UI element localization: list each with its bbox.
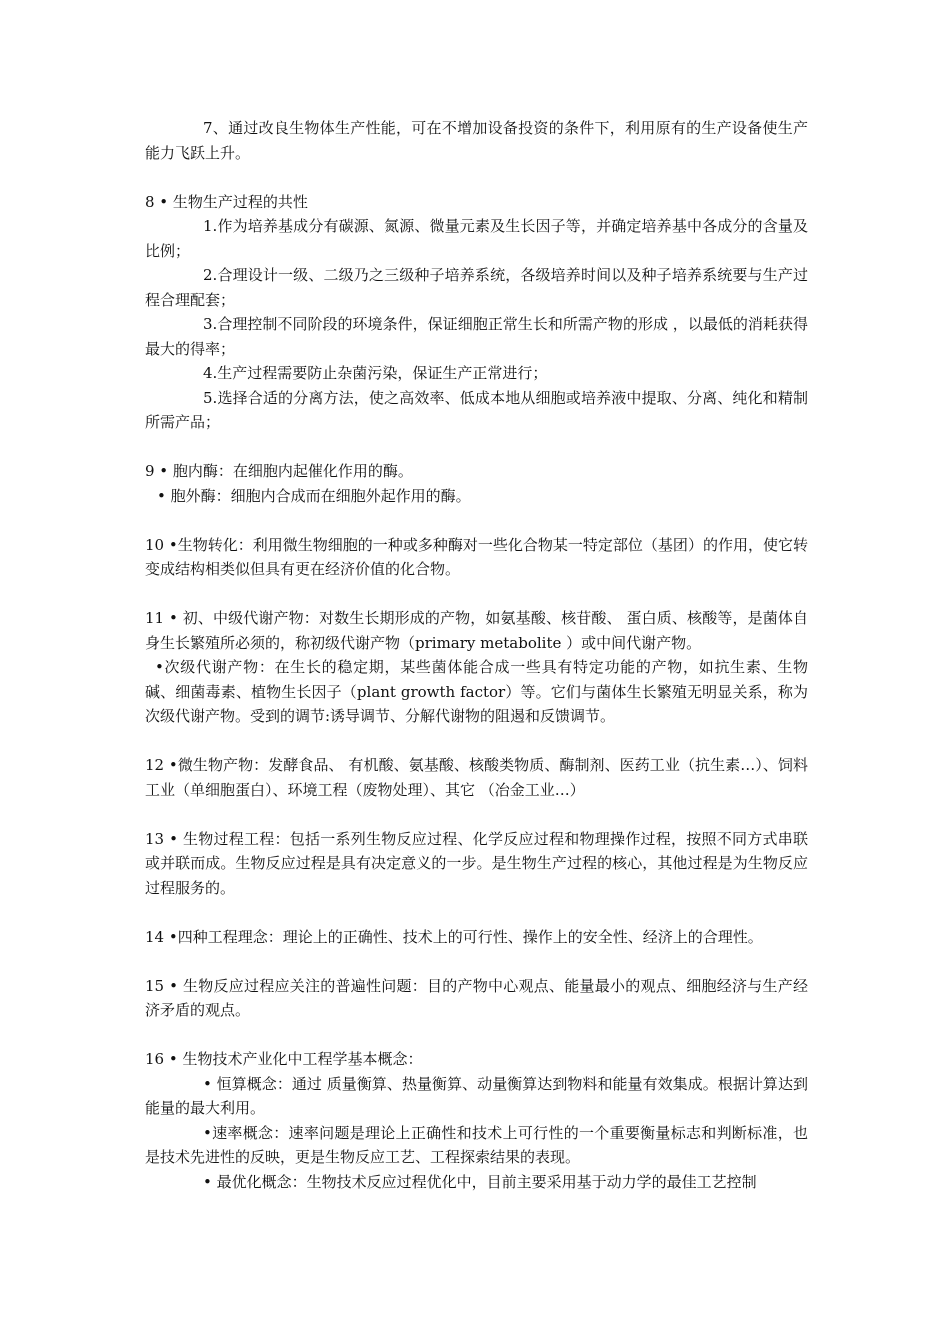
spacer: [145, 729, 808, 754]
section-9-line-2: • 胞外酶：细胞内合成而在细胞外起作用的酶。: [157, 486, 471, 505]
spacer: [145, 435, 808, 460]
section-8-item-4: 4.生产过程需要防止杂菌污染，保证生产正常进行；: [203, 364, 548, 382]
section-16-item-2: •速率概念：速率问题是理论上正确性和技术上可行性的一个重要衡量标志和判断标准，也是技术先进性的反映，更是生物反应工艺、工程探索结果的表现。: [145, 1123, 808, 1166]
section-9-line-1: 9 • 胞内酶：在细胞内起催化作用的酶。: [145, 462, 413, 480]
spacer: [145, 1023, 808, 1048]
section-16-heading: 16 • 生物技术产业化中工程学基本概念：: [145, 1050, 423, 1068]
spacer: [145, 949, 808, 974]
section-15: 15 • 生物反应过程应关注的普遍性问题：目的产物中心观点、能量最小的观点、细胞经济与生产经济矛盾的观点。: [145, 976, 808, 1019]
section-8-item-5: 5.选择合适的分离方法，使之高效率、低成本地从细胞或培养液中提取、分离、纯化和精制所需产品；: [145, 388, 808, 431]
section-11-line-1: 11 • 初、中级代谢产物：对数生长期形成的产物，如氨基酸、核苷酸、 蛋白质、核酸等，是菌体自身生长繁殖所必须的，称初级代谢产物（primary metabolite ）或中间代谢产物。: [145, 609, 808, 652]
paragraph-7: 7、通过改良生物体生产性能，可在不增加设备投资的条件下，利用原有的生产设备使生产能力飞跃上升。: [145, 119, 808, 162]
spacer: [145, 165, 808, 190]
spacer: [145, 802, 808, 827]
spacer: [145, 582, 808, 607]
section-8-item-3: 3.合理控制不同阶段的环境条件，保证细胞正常生长和所需产物的形成 ，以最低的消耗获得最大的得率；: [145, 315, 808, 358]
section-16-item-3: • 最优化概念：生物技术反应过程优化中，目前主要采用基于动力学的最佳工艺控制: [203, 1172, 757, 1191]
section-16-item-1: • 恒算概念：通过 质量衡算、热量衡算、动量衡算达到物料和能量有效集成。根据计算达到能量的最大利用。: [145, 1074, 808, 1117]
spacer: [145, 508, 808, 533]
section-14: 14 •四种工程理念：理论上的正确性、技术上的可行性、操作上的安全性、经济上的合理性。: [145, 927, 763, 946]
section-11-line-2: •次级代谢产物：在生长的稳定期，某些菌体能合成一些具有特定功能的产物，如抗生素、生物碱、细菌毒素、植物生长因子（plant growth factor）等。它们与菌体生长繁殖无明显关系，称为次级代谢产物。受到的调节:诱导调节、分解代谢物的阻遏和反馈调节。: [145, 658, 808, 725]
section-8-item-2: 2.合理设计一级、二级乃之三级种子培养系统，各级培养时间以及种子培养系统要与生产过程合理配套；: [145, 266, 808, 309]
section-12: 12 •微生物产物：发酵食品、 有机酸、氨基酸、核酸类物质、酶制剂、医药工业（抗生素…）、饲料工业（单细胞蛋白）、环境工程（废物处理）、其它 （冶金工业…）: [145, 756, 808, 799]
section-10: 10 •生物转化：利用微生物细胞的一种或多种酶对一些化合物某一特定部位（基团）的作用，使它转变成结构相类似但具有更在经济价值的化合物。: [145, 535, 808, 578]
section-8-item-1: 1.作为培养基成分有碳源、氮源、微量元素及生长因子等，并确定培养基中各成分的含量及比例；: [145, 217, 808, 260]
section-8-heading: 8 • 生物生产过程的共性: [145, 192, 308, 211]
section-13: 13 • 生物过程工程：包括一系列生物反应过程、化学反应过程和物理操作过程，按照不同方式串联或并联而成。生物反应过程是具有决定意义的一步。是生物生产过程的核心，其他过程是为生物反应过程服务的。: [145, 829, 808, 897]
document-body: [145, 116, 808, 1194]
spacer: [145, 900, 808, 925]
